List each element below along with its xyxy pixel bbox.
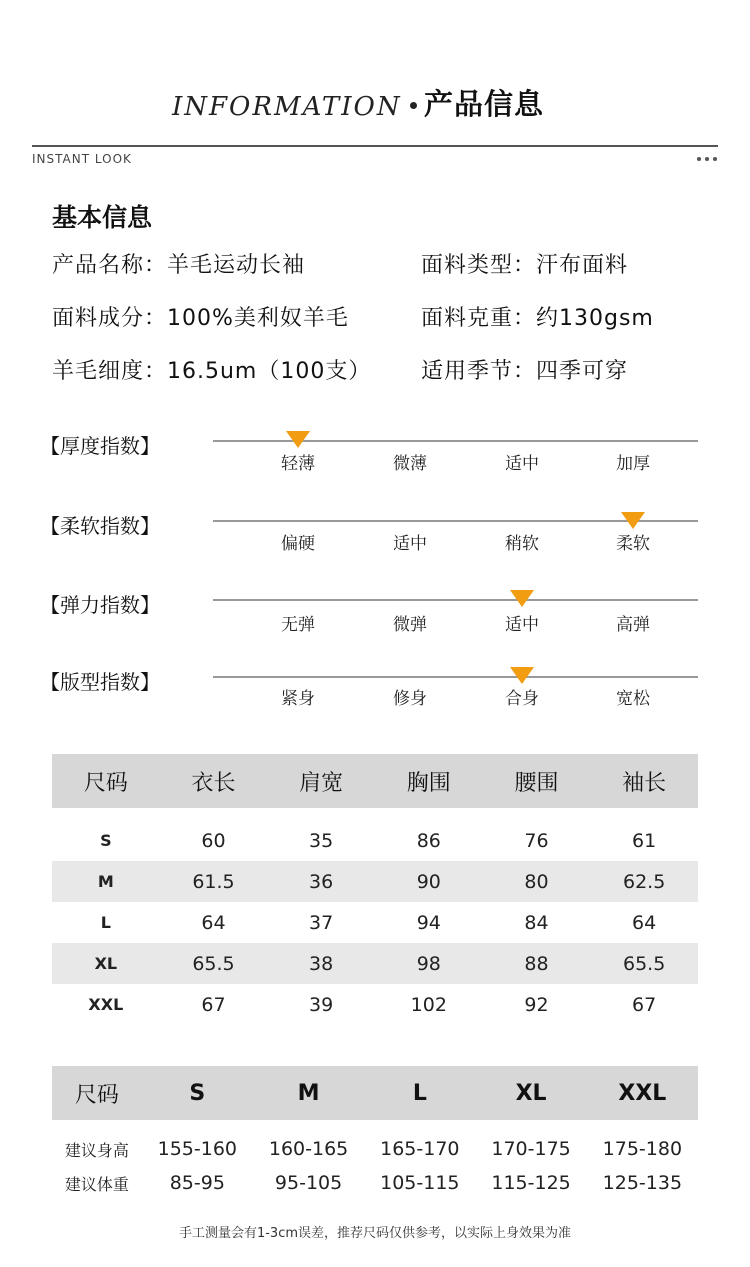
size-cell: L bbox=[100, 913, 111, 932]
index-line bbox=[213, 676, 698, 678]
header-cell: S bbox=[142, 1066, 253, 1120]
index-marker-icon bbox=[510, 667, 534, 684]
table-cell: 98 bbox=[375, 943, 483, 984]
table-cell: 80 bbox=[483, 861, 591, 902]
index-line bbox=[213, 599, 698, 601]
header-cell: 袖长 bbox=[590, 754, 698, 808]
size-cell: S bbox=[100, 831, 112, 850]
table-cell: 62.5 bbox=[590, 861, 698, 902]
header-divider bbox=[32, 145, 718, 147]
header-cell: 衣长 bbox=[160, 754, 268, 808]
index-label: 【弹力指数】 bbox=[40, 593, 160, 617]
table-cell: 165-170 bbox=[380, 1138, 460, 1160]
table-cell: 64 bbox=[201, 911, 226, 934]
row-label: 建议体重 bbox=[64, 1174, 129, 1194]
info-row-left: 产品名称：羊毛运动长袖 bbox=[52, 253, 306, 278]
index-option: 无弹 bbox=[281, 615, 315, 635]
index-option: 加厚 bbox=[616, 454, 650, 474]
table-cell: 35 bbox=[309, 829, 334, 852]
table-cell: 95-105 bbox=[274, 1172, 343, 1194]
table-cell: 85-95 bbox=[169, 1172, 225, 1194]
recommend-table-header bbox=[52, 1066, 698, 1120]
index-option: 微薄 bbox=[393, 454, 427, 474]
table-cell: 64 bbox=[632, 911, 657, 934]
page-header bbox=[0, 78, 750, 128]
table-row bbox=[52, 861, 698, 902]
info-row-right: 适用季节：四季可穿 bbox=[421, 359, 629, 384]
table-cell: 102 bbox=[410, 993, 447, 1016]
table-cell: 67 bbox=[632, 993, 657, 1016]
table-cell: 67 bbox=[201, 993, 226, 1016]
header-cell: 尺码 bbox=[52, 1066, 142, 1120]
table-cell: 88 bbox=[483, 943, 591, 984]
table-cell: 60 bbox=[201, 829, 226, 852]
header-cell: 肩宽 bbox=[267, 754, 375, 808]
header-cell: 尺码 bbox=[52, 754, 160, 808]
table-cell: 38 bbox=[267, 943, 375, 984]
index-marker-icon bbox=[621, 512, 645, 529]
index-option: 轻薄 bbox=[281, 454, 315, 474]
info-row-right: 面料克重：约130gsm bbox=[421, 306, 654, 331]
size-table bbox=[52, 754, 698, 1025]
table-cell: 76 bbox=[524, 829, 549, 852]
table-cell: 39 bbox=[309, 993, 334, 1016]
table-cell: 65.5 bbox=[160, 943, 268, 984]
index-marker-icon bbox=[510, 590, 534, 607]
index-option: 合身 bbox=[505, 689, 539, 709]
header-title-en: INFORMATION bbox=[172, 92, 402, 122]
table-cell: 61 bbox=[632, 829, 657, 852]
header-cell: XL bbox=[475, 1066, 586, 1120]
size-cell: XL bbox=[52, 943, 160, 984]
more-dots-icon bbox=[697, 157, 721, 163]
header-cell: 胸围 bbox=[375, 754, 483, 808]
row-label: 建议身高 bbox=[64, 1140, 129, 1160]
table-cell: 37 bbox=[309, 911, 334, 934]
table-cell: 170-175 bbox=[491, 1138, 571, 1160]
table-row bbox=[52, 820, 698, 861]
index-label: 【版型指数】 bbox=[40, 670, 160, 694]
index-option: 柔软 bbox=[616, 534, 650, 554]
header-cell: 腰围 bbox=[483, 754, 591, 808]
index-option: 适中 bbox=[505, 454, 539, 474]
table-row bbox=[52, 943, 698, 984]
table-cell: 84 bbox=[524, 911, 549, 934]
info-row-left: 羊毛细度：16.5um（100支） bbox=[52, 359, 372, 384]
info-row-right: 面料类型：汗布面料 bbox=[421, 253, 629, 278]
basic-info-title: 基本信息 bbox=[52, 203, 153, 232]
size-table-header bbox=[52, 754, 698, 808]
table-cell: 155-160 bbox=[157, 1138, 238, 1160]
header-dot-icon bbox=[410, 102, 417, 109]
table-row bbox=[52, 1166, 698, 1200]
table-cell: 105-115 bbox=[380, 1172, 460, 1194]
header-cell: L bbox=[364, 1066, 475, 1120]
header-cell: M bbox=[253, 1066, 364, 1120]
size-cell: M bbox=[52, 861, 160, 902]
index-option: 修身 bbox=[393, 689, 427, 709]
info-row-left: 面料成分：100%美利奴羊毛 bbox=[52, 306, 349, 331]
index-option: 紧身 bbox=[281, 689, 315, 709]
table-cell: 65.5 bbox=[590, 943, 698, 984]
table-cell: 86 bbox=[416, 829, 441, 852]
table-cell: 36 bbox=[267, 861, 375, 902]
index-label: 【柔软指数】 bbox=[40, 514, 160, 538]
table-cell: 61.5 bbox=[160, 861, 268, 902]
index-option: 适中 bbox=[505, 615, 539, 635]
size-cell: XXL bbox=[88, 995, 124, 1014]
recommend-table bbox=[52, 1066, 698, 1200]
header-title-cn: 产品信息 bbox=[424, 87, 545, 121]
table-cell: 115-125 bbox=[491, 1172, 571, 1194]
index-option: 宽松 bbox=[616, 689, 650, 709]
header-subtitle: INSTANT LOOK bbox=[32, 152, 132, 166]
index-option: 稍软 bbox=[505, 534, 539, 554]
table-cell: 90 bbox=[375, 861, 483, 902]
index-marker-icon bbox=[286, 431, 310, 448]
table-cell: 94 bbox=[416, 911, 441, 934]
table-cell: 175-180 bbox=[602, 1138, 683, 1160]
index-option: 高弹 bbox=[616, 615, 650, 635]
table-row bbox=[52, 902, 698, 943]
index-label: 【厚度指数】 bbox=[40, 434, 160, 458]
index-option: 适中 bbox=[393, 534, 427, 554]
table-row bbox=[52, 984, 698, 1025]
table-cell: 92 bbox=[524, 993, 549, 1016]
table-row bbox=[52, 1132, 698, 1166]
header-cell: XXL bbox=[587, 1066, 698, 1120]
index-option: 微弹 bbox=[393, 615, 427, 635]
table-cell: 125-135 bbox=[602, 1172, 683, 1194]
table-cell: 160-165 bbox=[268, 1138, 349, 1160]
index-option: 偏硬 bbox=[281, 534, 315, 554]
footnote: 手工测量会有1-3cm误差，推荐尺码仅供参考，以实际上身效果为准 bbox=[178, 1226, 572, 1241]
